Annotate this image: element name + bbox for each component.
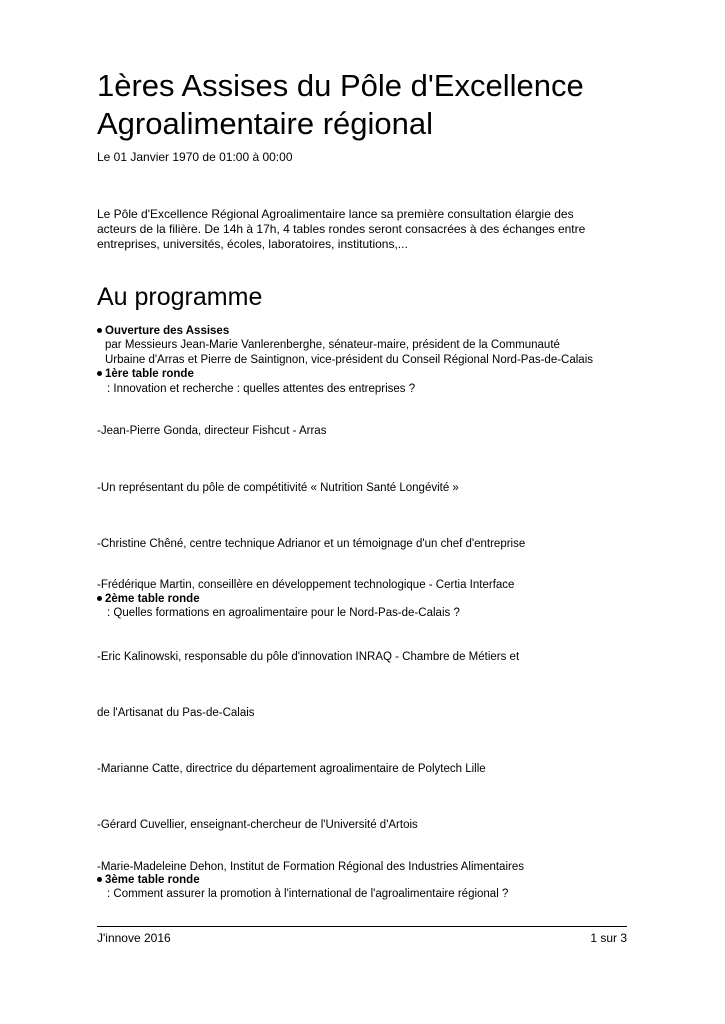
ouverture-title: Ouverture des Assises [105,325,230,337]
table1-speaker: -Frédérique Martin, conseillère en développement technologique - Certia Interface [97,579,515,591]
table1-speaker: -Jean-Pierre Gonda, directeur Fishcut - Arras [97,425,327,437]
table3-title: 3ème table ronde [105,874,200,886]
ouverture-desc-line-1: par Messieurs Jean-Marie Vanlerenberghe, sénateur-maire, président de la Communauté [105,339,560,351]
bullet-icon [97,877,102,882]
intro-line-3: entreprises, universités, écoles, laboratoires, institutions,... [97,237,408,251]
bullet-icon [97,328,102,333]
footer-left: J'innove 2016 [97,931,171,945]
footer-divider [97,926,627,927]
event-date: Le 01 Janvier 1970 de 01:00 à 00:00 [97,150,293,164]
table2-title: 2ème table ronde [105,593,200,605]
table1-desc: : Innovation et recherche : quelles attentes des entreprises ? [107,383,416,395]
table1-speaker: -Un représentant du pôle de compétitivité « Nutrition Santé Longévité » [97,482,459,494]
table2-desc: : Quelles formations en agroalimentaire pour le Nord-Pas-de-Calais ? [107,607,460,619]
table1-speaker: -Christine Chêné, centre technique Adrianor et un témoignage d'un chef d'entreprise [97,538,526,550]
ouverture-desc-line-2: Urbaine d'Arras et Pierre de Saintignon, vice-président du Conseil Régional Nord-Pas-de-Calais [105,354,593,366]
bullet-icon [97,371,102,376]
table2-speaker: -Eric Kalinowski, responsable du pôle d'innovation INRAQ - Chambre de Métiers et [97,651,520,663]
table2-speaker: -Marianne Catte, directrice du département agroalimentaire de Polytech Lille [97,763,486,775]
table3-desc: : Comment assurer la promotion à l'international de l'agroalimentaire régional ? [107,888,509,900]
table2-speaker: de l'Artisanat du Pas-de-Calais [97,707,255,719]
page-title-line-1: 1ères Assises du Pôle d'Excellence [97,68,584,103]
intro-line-1: Le Pôle d'Excellence Régional Agroalimentaire lance sa première consultation élargie des [97,207,574,221]
footer-page-number: 1 sur 3 [590,931,627,945]
table1-title: 1ère table ronde [105,368,194,380]
programme-heading: Au programme [97,283,263,311]
page-title-line-2: Agroalimentaire régional [97,106,434,141]
table2-speaker: -Marie-Madeleine Dehon, Institut de Formation Régional des Industries Alimentaires [97,861,524,873]
bullet-icon [97,596,102,601]
intro-line-2: acteurs de la filière. De 14h à 17h, 4 tables rondes seront consacrées à des échanges entre [97,222,586,236]
table2-speaker: -Gérard Cuvellier, enseignant-chercheur de l'Université d'Artois [97,819,418,831]
